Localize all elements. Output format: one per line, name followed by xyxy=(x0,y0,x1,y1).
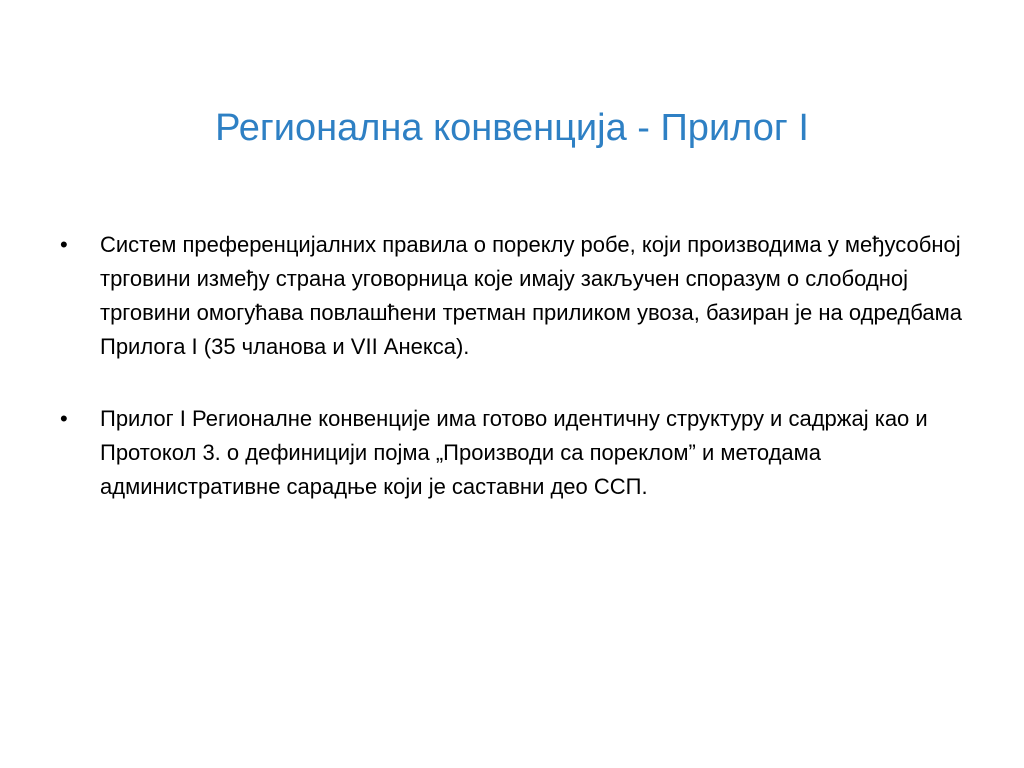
bullet-marker: • xyxy=(60,232,68,257)
bullet-item xyxy=(60,228,970,364)
bullet-list xyxy=(60,228,970,542)
bullet-marker: • xyxy=(60,406,68,431)
slide-title: Регионална конвенција - Прилог I xyxy=(215,107,809,149)
bullet-item xyxy=(60,402,970,504)
bullet-text: Систем преференцијалних правила о пореклу робе, који производима у међусобној трговини између страна уговорница које имају закључен споразум о слободној трговини омогућава повлашћени третман приликом увоза, базиран је на одредбама Прилога I (35 чланова и VII Анекса). xyxy=(100,232,969,359)
bullet-text: Прилог I Регионалне конвенције има готово идентичну структуру и садржај као и Протокол 3. о дефиницији појма „Производи са пореклом” и методама административне сарадње који је саставни део ССП. xyxy=(100,406,940,499)
